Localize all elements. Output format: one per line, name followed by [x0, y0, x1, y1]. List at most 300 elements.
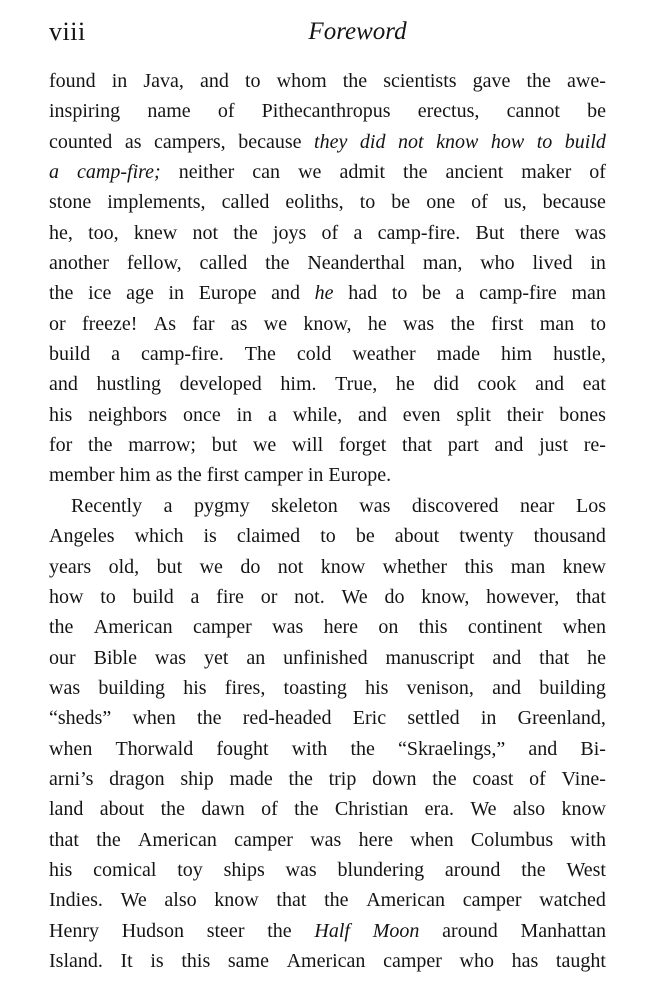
word: maker [521, 161, 572, 184]
word: settled [407, 707, 460, 730]
word: building [539, 676, 606, 699]
word: continent [467, 616, 543, 639]
word: not [277, 555, 304, 578]
word: or [49, 312, 66, 335]
word: ship [180, 767, 214, 790]
word: the [49, 282, 74, 305]
word: was [403, 312, 435, 335]
word: the [267, 919, 292, 942]
text-line [49, 703, 606, 733]
text-line [49, 460, 606, 490]
word: ancient [445, 161, 504, 184]
word: Island. [49, 949, 103, 972]
word: man, [422, 252, 463, 275]
word: for [49, 434, 73, 457]
word: know, [303, 312, 352, 335]
word: Greenland, [517, 707, 606, 730]
text-line [49, 278, 606, 308]
text-line [49, 885, 606, 915]
word: we [263, 312, 288, 335]
word: bones [559, 403, 606, 426]
text-line [49, 673, 606, 703]
word: the [526, 70, 551, 92]
word: know [436, 130, 479, 153]
word: when [562, 616, 606, 639]
word: down [372, 767, 417, 790]
word: but [211, 434, 238, 457]
word: camp-fire [479, 282, 557, 305]
word: The [244, 343, 276, 366]
word: to [100, 585, 116, 608]
word: build [564, 130, 606, 153]
word: their [506, 403, 544, 426]
word: skeleton [271, 494, 338, 517]
word: as [155, 464, 173, 487]
word: was [310, 828, 342, 851]
word: who [459, 949, 494, 972]
page-number: viii [49, 17, 86, 46]
word: with [570, 828, 606, 851]
text-line [49, 218, 606, 248]
text-line [49, 855, 606, 885]
word: when [132, 707, 176, 730]
word: the [403, 161, 428, 184]
word: was [154, 646, 186, 669]
word: steer [206, 919, 245, 942]
word: a [268, 403, 277, 426]
word: not [192, 221, 219, 244]
word: he [367, 312, 387, 335]
word: Recently [71, 494, 143, 517]
text-line [49, 491, 606, 521]
word: his [183, 676, 207, 699]
word: of [217, 100, 235, 123]
word: unfinished [283, 646, 368, 669]
word: of [529, 767, 546, 790]
word: cook [477, 373, 517, 396]
word: pygmy [194, 494, 250, 517]
word: a [163, 494, 173, 517]
word: know [214, 889, 259, 912]
word: cold [296, 343, 332, 366]
word: that [49, 828, 79, 851]
word: made [229, 767, 273, 790]
word: us, [503, 191, 527, 214]
word: has [511, 949, 539, 972]
word: know [320, 555, 366, 578]
word: scientists [383, 70, 457, 92]
word: camp-fire; [77, 161, 161, 184]
word: and [492, 646, 522, 669]
word: this [464, 555, 494, 578]
text-line [49, 946, 606, 976]
word: in [236, 403, 253, 426]
word: his [365, 676, 389, 699]
word: Java, [143, 70, 184, 92]
word: of [589, 161, 606, 184]
word: too, [88, 221, 119, 244]
word: awe- [567, 70, 606, 92]
word: there [519, 221, 560, 244]
word: first [206, 464, 239, 487]
word: we [298, 161, 322, 184]
word: about [394, 525, 440, 548]
word: weather [352, 343, 416, 366]
word: admit [339, 161, 385, 184]
word: watched [539, 889, 606, 912]
word: build [49, 343, 91, 366]
text-line [49, 521, 606, 551]
word: trip [328, 767, 357, 790]
word: the [350, 737, 375, 760]
word: hustling [96, 373, 161, 396]
text-line [49, 157, 606, 187]
running-head: Foreword [308, 18, 407, 45]
word: implements, [107, 191, 206, 214]
word: this [418, 616, 448, 639]
word: neither [178, 161, 235, 184]
word: developed [179, 373, 262, 396]
word: Pithecanthropus [261, 100, 391, 123]
word: re- [583, 434, 606, 457]
word: manuscript [385, 646, 475, 669]
word: in [480, 707, 497, 730]
body-text [49, 66, 606, 976]
word: the [88, 434, 113, 457]
word: they [314, 130, 348, 153]
word: eoliths, [285, 191, 344, 214]
word: the [288, 767, 313, 790]
word: the [265, 252, 290, 275]
word: Manhattan [520, 919, 606, 942]
word: man [571, 282, 606, 305]
word: yet [203, 646, 229, 669]
word: is [203, 525, 217, 548]
word: lived [532, 252, 573, 275]
word: be [587, 100, 606, 123]
word: near [520, 494, 555, 517]
word: him [501, 343, 533, 366]
text-line [49, 430, 606, 460]
word: camper [243, 464, 303, 487]
word: and [358, 403, 387, 426]
word: our [49, 646, 76, 669]
page-header [49, 14, 606, 50]
word: build [132, 585, 174, 608]
text-line [49, 96, 606, 126]
word: man [539, 312, 575, 335]
word: part [447, 434, 479, 457]
word: a [455, 282, 465, 305]
word: Eric [352, 707, 387, 730]
word: toy [177, 858, 203, 881]
word: as [124, 130, 142, 153]
text-line [49, 127, 606, 157]
word: found [49, 70, 96, 92]
word: because [542, 191, 606, 214]
word: American [366, 889, 446, 912]
word: thousand [533, 525, 606, 548]
word: the [324, 889, 349, 912]
word: that [576, 585, 606, 608]
word: when [49, 737, 93, 760]
word: be [355, 525, 375, 548]
word: the [177, 464, 202, 487]
word: his [49, 403, 73, 426]
word: name [147, 100, 191, 123]
word: claimed [236, 525, 301, 548]
text-line [49, 187, 606, 217]
word: Vine- [561, 767, 606, 790]
word: arni’s [49, 767, 94, 790]
word: a [353, 221, 363, 244]
word: that [276, 889, 307, 912]
text-line [49, 339, 606, 369]
word: however, [486, 585, 560, 608]
word: We [341, 585, 368, 608]
word: even [402, 403, 441, 426]
word: dragon [109, 767, 165, 790]
word: had [348, 282, 378, 305]
word: Moon [372, 919, 420, 942]
word: counted [49, 130, 113, 153]
word: the [450, 312, 475, 335]
word: and [200, 70, 229, 92]
text-line [49, 369, 606, 399]
word: Los [575, 494, 606, 517]
word: around [442, 919, 498, 942]
word: we [199, 555, 223, 578]
word: the [233, 221, 258, 244]
word: the [96, 828, 121, 851]
word: of [261, 798, 278, 821]
word: the [160, 798, 186, 821]
word: Henry [49, 919, 99, 942]
word: him [119, 464, 151, 487]
word: was [574, 221, 606, 244]
word: American [137, 828, 217, 851]
word: on [378, 616, 399, 639]
word: cannot [506, 100, 560, 123]
word: It [120, 949, 133, 972]
word: We [120, 889, 147, 912]
word: fellow, [126, 252, 182, 275]
word: do [384, 585, 405, 608]
word: Bi- [580, 737, 606, 760]
word: because [238, 130, 302, 153]
word: member [49, 464, 115, 487]
word: fought [216, 737, 269, 760]
word: whether [382, 555, 448, 578]
word: how [490, 130, 525, 153]
word: around [444, 858, 501, 881]
word: of [321, 221, 339, 244]
word: once [182, 403, 221, 426]
text-line [49, 552, 606, 582]
word: in [590, 252, 606, 275]
word: the [432, 767, 457, 790]
word: Indies. [49, 889, 103, 912]
word: Neanderthal [307, 252, 406, 275]
word: made [436, 343, 480, 366]
word: and [528, 737, 558, 760]
word: “sheds” [49, 707, 112, 730]
text-line [49, 248, 606, 278]
word: a [49, 161, 59, 184]
word: taught [555, 949, 606, 972]
word: one [426, 191, 456, 214]
word: he [587, 646, 606, 669]
word: West [566, 858, 606, 881]
word: and [492, 676, 521, 699]
word: the [342, 70, 368, 92]
word: not. [294, 585, 325, 608]
word: to [359, 191, 376, 214]
text-line [49, 582, 606, 612]
word: camper [234, 828, 293, 851]
text-line [49, 825, 606, 855]
word: will [292, 434, 324, 457]
word: discovered [411, 494, 499, 517]
word: “Skraelings,” [398, 737, 506, 760]
word: know, [421, 585, 470, 608]
word: we [252, 434, 277, 457]
word: years [49, 555, 92, 578]
word: and [49, 373, 78, 396]
word: Christian [334, 798, 409, 821]
word: Bible [93, 646, 137, 669]
word: twenty [459, 525, 514, 548]
word: that [401, 434, 432, 457]
word: here [323, 616, 358, 639]
word: was [285, 858, 317, 881]
word: not [397, 130, 424, 153]
text-line [49, 309, 606, 339]
word: but [156, 555, 183, 578]
word: called [221, 191, 270, 214]
word: just [539, 434, 569, 457]
word: be [391, 191, 411, 214]
word: man [510, 555, 546, 578]
word: inspiring [49, 100, 121, 123]
word: the [521, 858, 546, 881]
word: freeze! [81, 312, 138, 335]
word: joys [272, 221, 307, 244]
word: to [244, 70, 261, 92]
word: and [271, 282, 301, 305]
word: marrow; [128, 434, 196, 457]
word: camp-fire. [141, 343, 224, 366]
word: venison, [406, 676, 474, 699]
text-line [49, 916, 606, 946]
word: was [272, 616, 304, 639]
word: American [286, 949, 366, 972]
word: also [164, 889, 197, 912]
word: neighbors [88, 403, 168, 426]
word: can [252, 161, 281, 184]
word: split [456, 403, 491, 426]
word: he [314, 282, 334, 305]
word: fire [216, 585, 244, 608]
word: knew [562, 555, 606, 578]
word: fires, [224, 676, 266, 699]
word: campers, [154, 130, 226, 153]
word: in [111, 70, 128, 92]
text-line [49, 612, 606, 642]
word: did [359, 130, 386, 153]
word: that [539, 646, 570, 669]
word: coast [472, 767, 514, 790]
word: and [494, 434, 524, 457]
word: which [134, 525, 184, 548]
word: know [561, 798, 606, 821]
word: Hudson [121, 919, 184, 942]
word: was [49, 676, 81, 699]
word: As [153, 312, 176, 335]
word: camper [192, 616, 252, 639]
word: the [49, 616, 74, 639]
word: old, [108, 555, 140, 578]
word: do [240, 555, 261, 578]
word: Europe [198, 282, 257, 305]
word: in [168, 282, 185, 305]
word: Columbus [470, 828, 554, 851]
word: stone [49, 191, 92, 214]
word: red-headed [242, 707, 332, 730]
word: Thorwald [115, 737, 194, 760]
word: the [294, 798, 319, 821]
word: him. [280, 373, 317, 396]
word: this [181, 949, 211, 972]
word: camp-fire. [377, 221, 461, 244]
word: with [291, 737, 328, 760]
word: We [470, 798, 497, 821]
word: of [471, 191, 488, 214]
word: eat [582, 373, 606, 396]
word: Half [314, 919, 350, 942]
word: he [395, 373, 415, 396]
word: while, [292, 403, 343, 426]
word: whom [276, 70, 327, 92]
word: Angeles [49, 525, 115, 548]
word: an [246, 646, 266, 669]
word: ice [88, 282, 112, 305]
word: a [111, 343, 121, 366]
word: his [49, 858, 73, 881]
word: camper [383, 949, 442, 972]
word: to [320, 525, 336, 548]
text-line [49, 643, 606, 673]
word: how [49, 585, 84, 608]
word: called [199, 252, 248, 275]
word: in [307, 464, 324, 487]
word: land [49, 798, 84, 821]
word: who [480, 252, 515, 275]
word: was [359, 494, 391, 517]
word: hustle, [553, 343, 606, 366]
word: ships [223, 858, 265, 881]
word: forget [338, 434, 387, 457]
word: to [391, 282, 408, 305]
word: also [512, 798, 546, 821]
word: to [536, 130, 553, 153]
text-line [49, 794, 606, 824]
word: comical [93, 858, 157, 881]
word: toasting [283, 676, 347, 699]
word: he, [49, 221, 73, 244]
word: is [150, 949, 164, 972]
word: to [590, 312, 606, 335]
